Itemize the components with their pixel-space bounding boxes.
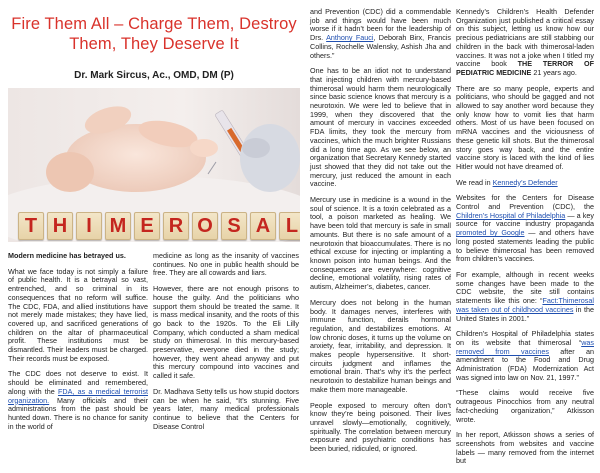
letter-tile: O — [192, 212, 218, 240]
paragraph: The CDC does not deserve to exist. It should be eliminated and remembered, along with the FDA, as a medical terrorist organization. Many officials and their administrations from the past should be hunted down. There is no chance for sanity in the world of — [8, 369, 148, 431]
paragraph: For example, although in recent weeks some changes have been made to the CDC website, the site still contains statements like this one: “Fact:Thimerosal was taken out of childhood vaccines in the United States in 2001.” — [456, 269, 594, 323]
letter-tile: H — [47, 212, 73, 240]
paragraph: “These claims would receive five outrageous Pinocchios from any neutral fact-checking organization,” Atkisson wrote. — [456, 388, 594, 424]
letter-tile: T — [18, 212, 44, 240]
column-2 — [153, 252, 299, 438]
google-link[interactable]: promoted by Google — [456, 228, 525, 238]
fda-link[interactable]: FDA, as a medical terrorist organization. — [8, 386, 148, 405]
paragraph: There are so many people, experts and politicians, who should be gagged and not allowed to say another word because they only know how to vomit lies that harm others. Most of us have been focused on mRNA vaccines and the viciousness of these genetic kill shots. But the thimerosal story goes way back, and the entire vaccine story is laced with the kind of lies Hitler would not have dreamed of. — [456, 83, 594, 171]
paragraph: medicine as long as the insanity of vaccines continues. No one in public health should be free. They are all cowards and liars. — [153, 251, 299, 278]
kennedys-defender-link[interactable]: Kennedy’s Defender — [492, 177, 558, 187]
paragraph: What we face today is not simply a failure of public health. It is a betrayal so vast, entrenched, and so criminal in its consequences that no reform will suffice. The CDC, FDA, and allied institutions have not merely made mistakes; they have lied, covered up, and sacrificed generations of children on the altar of pharmaceutical profit. These institutions must be dismantled. Their leaders must be charged. Their records must be exposed. — [8, 266, 148, 363]
paragraph: We read in Kennedy’s Defender — [456, 177, 558, 187]
paragraph: and Prevention (CDC) did a commendable job and things would have been much worse if it hadn’t been for the leadership of Drs. Anthony Fauci, Deborah Birx, Francis Collins, Rochelle Walensky, Ashish Jha and others.” — [310, 7, 452, 60]
removed-link[interactable]: was removed from vaccines — [456, 337, 594, 356]
paragraph: Dr. Madhava Setty tells us how stupid doctors can be when he said, “It’s stunning. Five years later, many medical professionals continue to believe that the Centers for Disease Control — [153, 386, 299, 431]
paragraph: In her report, Atkisson shows a series of screenshots from websites and vaccine labels — many removed from the internet but — [456, 430, 594, 466]
fauci-link[interactable]: Anthony Fauci — [326, 33, 374, 43]
paragraph: Children’s Hospital of Philadelphia states on its website that thimerosal “was removed from vaccines after an amendment to the Food and Drug Administration (FDA) Modernization Act was signed into law on Nov. 21, 1997.” — [456, 329, 595, 382]
letter-tile: I — [76, 212, 102, 240]
paragraph: One has to be an idiot not to understand that injecting children with mercury-based thimerosal would harm them neurologically since basic science knows that mercury is a neurotoxin. We were led to believe that in 1999, when they discovered that the amount of mercury in vaccines exceeded FDA limits, they took the mercury from vaccines, which the much brighter Russians did a long time ago. As we see below, an organization that Secretary Kennedy started just showed that they did not take out the mercury, just reduced the amount in each vaccine. — [310, 66, 451, 189]
thimerosal-tiles — [18, 212, 300, 242]
letter-tile: L — [279, 212, 300, 240]
column-4 — [456, 8, 594, 473]
paragraph: People exposed to mercury often don’t know they’re being poisoned. Their lives unravel slowly—emotionally, cognitively, spiritually. The correlation between mercury exposure and psychiatric conditions has been buried, ridiculed, or ignored. — [310, 400, 451, 454]
letter-tile: M — [105, 212, 131, 240]
paragraph: Kennedy’s Children’s Health Defender Organization just published a critical essay on this subject, letting us know how our precious pediatricians are still stabbing our children in the back with thimerosal-laden vaccines. It was not a joke when I titled my vaccine book THE TERROR OF PEDIATRIC MEDICINE 21 years ago. — [456, 7, 594, 77]
photo-caption: Modern medicine has betrayed us. — [8, 251, 126, 260]
letter-tile: E — [134, 212, 160, 240]
article-photo — [8, 88, 300, 242]
cdc-fact-link[interactable]: Fact:Thimerosal was taken out of childhood vaccines — [456, 296, 594, 314]
paragraph: Websites for the Centers for Disease Control and Prevention (CDC), the Children’s Hospital of Philadelphia — a key source for vaccine industry propaganda promoted by Google — and others have long posted statements leading the public to believe thimerosal has been removed from children’s vaccines. — [456, 193, 594, 264]
article-title: Fire Them All – Charge Them, Destroy Them, They Deserve It — [11, 15, 297, 53]
column-1 — [8, 252, 148, 438]
letter-tile: S — [221, 212, 247, 240]
chop-link[interactable]: Children’s Hospital of Philadelphia — [456, 210, 566, 220]
column-3 — [310, 8, 451, 461]
paragraph: Mercury use in medicine is a wound in the soul of science. It is a toxin celebrated as a tool, a poison marketed as healing. We have been told that mercury is safe in small amounts. But there is no safe amount of a neurotoxin that bioaccumulates. There is no ethical excuse for injecting or implanting a known poison into human beings. And the consequences are everywhere: cognitive decline, emotional volatility, rising rates of autism, Alzheimer’s, diabetes, cancer. — [310, 195, 451, 292]
paragraph: However, there are not enough prisons to house the guilty. And the politicians who support them should be treated the same. It is mass medical insanity, and the roots of this go back to the 1920s. To the Eli Lilly Company, which conducted a sham medical study on thimerosal. In this mercury-based preservative, everyone died in the study; however, they went ahead anyway and put this mercury compound into vaccines and called it safe. — [153, 284, 299, 381]
letter-tile: A — [250, 212, 276, 240]
book-title: THE TERROR OF PEDIATRIC MEDICINE — [456, 59, 594, 77]
letter-tile: R — [163, 212, 189, 240]
article-author: Dr. Mark Sircus, Ac., OMD, DM (P) — [74, 70, 234, 81]
paragraph: Mercury does not belong in the human body. It damages nerves, interferes with immune function, derails hormonal regulation, and destabilizes emotions. At low chronic doses, it turns up the volume on anxiety, fear, irritability, and depression. It makes people hypersensitive. It short-circuits judgment and inflames the emotional brain. That’s why it’s the perfect neurotoxin to destabilize human beings and make them more manageable. — [310, 297, 451, 394]
